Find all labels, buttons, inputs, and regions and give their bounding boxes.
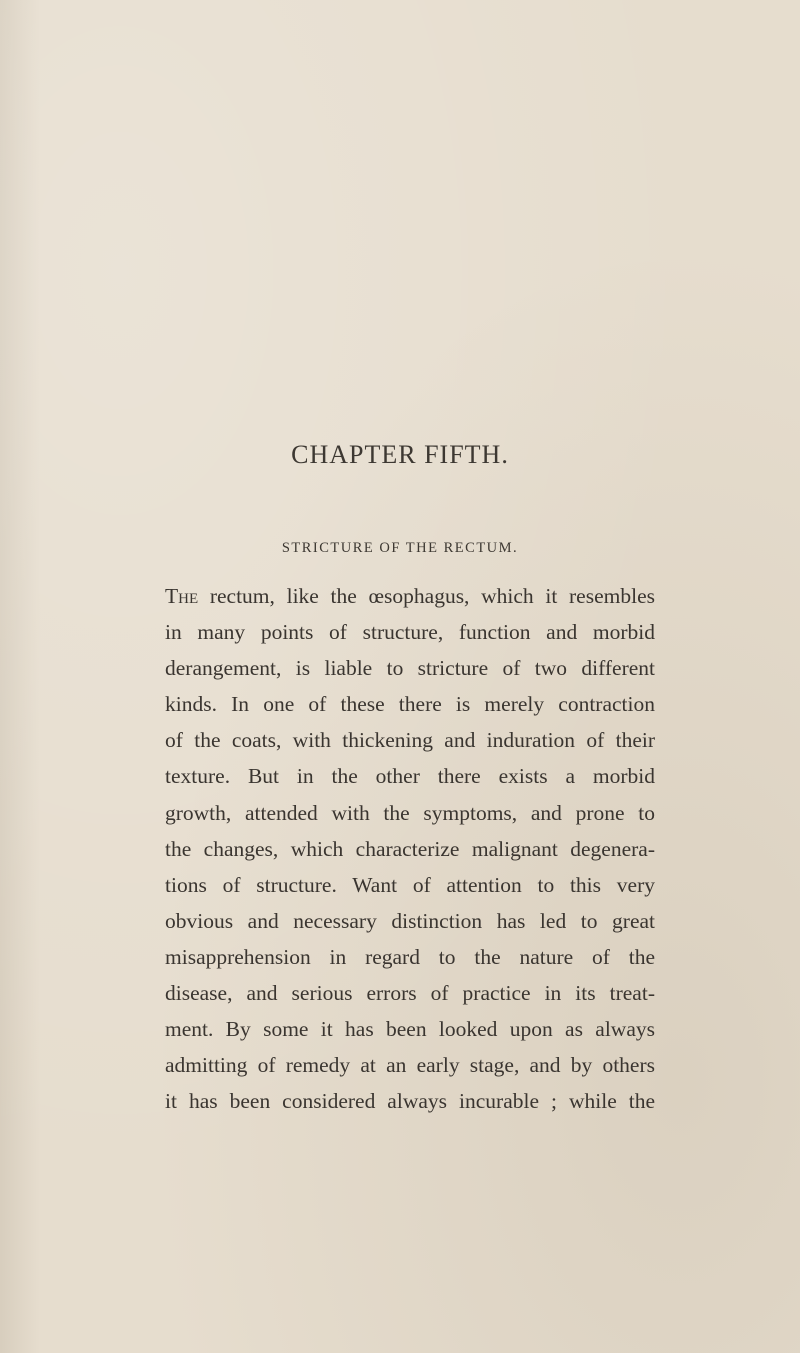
text-line: derangement, is liable to stricture of two different bbox=[165, 656, 655, 681]
text-line: in many points of structure, function and morbid bbox=[165, 620, 655, 645]
text-line: of the coats, with thickening and induration of their bbox=[165, 728, 655, 753]
text-line: the changes, which characterize malignant degenera- bbox=[165, 836, 655, 861]
chapter-title: CHAPTER FIFTH. bbox=[291, 440, 509, 469]
text-line: ment. By some it has been looked upon as always bbox=[165, 1017, 655, 1042]
body-paragraph bbox=[165, 578, 655, 1119]
text-line: misapprehension in regard to the nature of the bbox=[165, 944, 655, 969]
first-line-rest: rectum, like the œsophagus, which it resembles bbox=[198, 584, 655, 608]
text-line bbox=[165, 578, 655, 614]
text-line: texture. But in the other there exists a morbid bbox=[165, 764, 655, 789]
text-line: it has been considered always incurable ; while the bbox=[165, 1089, 655, 1114]
text-line: admitting of remedy at an early stage, and by others bbox=[165, 1053, 655, 1078]
section-title: STRICTURE OF THE RECTUM. bbox=[281, 540, 519, 556]
text-line: obvious and necessary distinction has led to great bbox=[165, 908, 655, 933]
text-line: growth, attended with the symptoms, and prone to bbox=[165, 800, 655, 825]
text-line: tions of structure. Want of attention to this very bbox=[165, 872, 655, 897]
text-line: kinds. In one of these there is merely contraction bbox=[165, 692, 655, 717]
lead-word: The bbox=[165, 584, 199, 608]
text-line: disease, and serious errors of practice in its treat- bbox=[165, 981, 655, 1006]
